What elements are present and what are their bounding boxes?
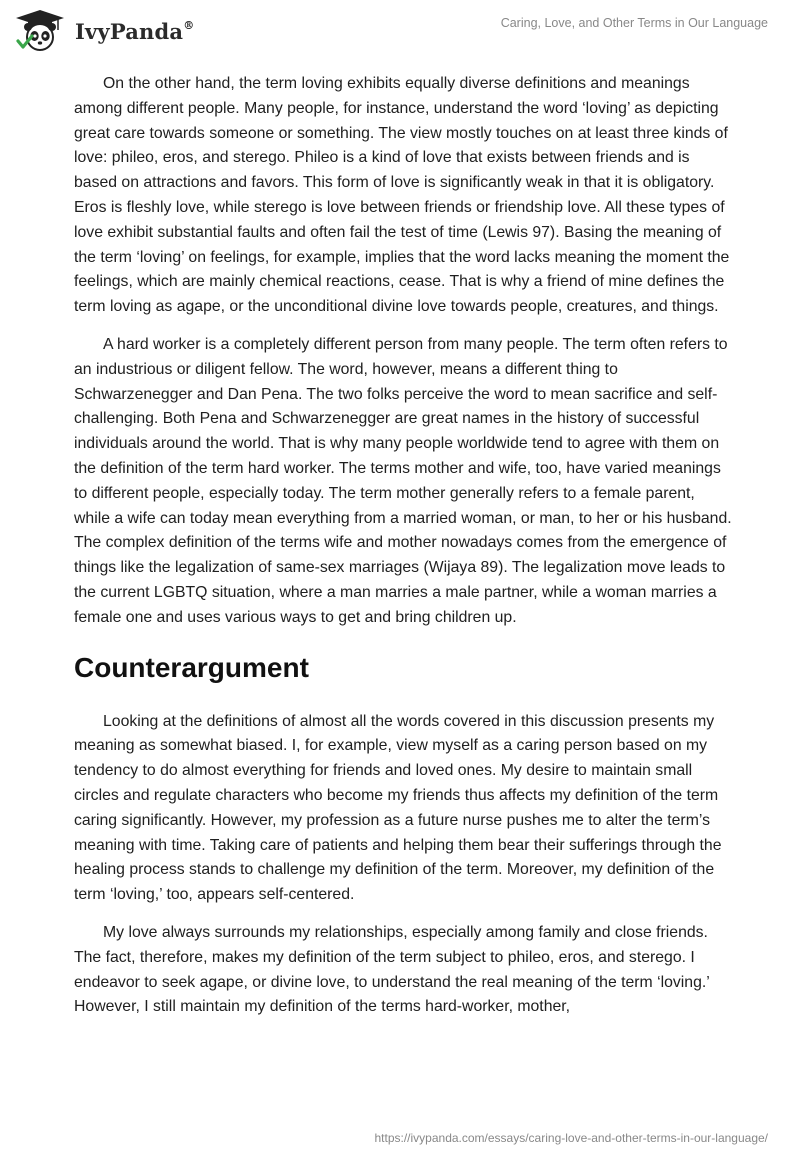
paragraph-bias: Looking at the definitions of almost all the words covered in this discussion presents my meaning as somewhat biased. I, for example, view myself as a caring person based on my tendency to do almost everything for friends and loved ones. My desire to maintain small circles and regulate characters who become my friends thus affects my definition of the term caring significantly. However, my profession as a future nurse pushes me to alter the term’s meaning with time. Taking care of patients and helping them bear their sufferings through the healing process stands to challenge my definition of the term. Moreover, my definition of the term ‘loving,’ too, appears self-centered. [74, 712, 722, 904]
essay-content [74, 72, 734, 1033]
brand-name[interactable] [75, 19, 194, 44]
source-url[interactable]: https://ivypanda.com/essays/caring-love-and-other-terms-in-our-language/ [374, 1131, 768, 1145]
paragraph-loving: On the other hand, the term loving exhibits equally diverse definitions and meanings among different people. Many people, for instance, understand the word ‘loving’ as depicting great care towards someone or something. The view mostly touches on at least three kinds of love: phileo, eros, and sterego. Phileo is a kind of love that exists between friends and is based on attractions and favors. This form of love is significantly weak in that it is obligatory. Eros is fleshly love, while sterego is love between friends or friendship love. All these types of love exhibit substantial faults and often fail the test of time (Lewis 97). Basing the meaning of the term ‘loving’ on feelings, for example, implies that the word lacks meaning the moment the feelings, which are mainly chemical reactions, cease. That is why a friend of mine defines the term loving as agape, or the unconditional divine love towards people, creatures, and things. [74, 75, 730, 316]
page-header [0, 0, 800, 60]
panda-graduate-icon[interactable] [14, 8, 66, 52]
document-title: Caring, Love, and Other Terms in Our Language [500, 16, 768, 30]
paragraph-hard-worker: A hard worker is a completely different person from many people. The term often refers to an industrious or diligent fellow. The word, however, means a different thing to Schwarzenegger and Dan Pena. The two folks perceive the word to mean sacrifice and self-challenging. Both Pena and Schwarzenegger are great names in the history of successful individuals around the world. That is why many people worldwide tend to agree with them on the definition of the term hard worker. The terms mother and wife, too, have varied meanings to different people, especially today. The term mother generally refers to a female parent, while a wife can today mean everything from a married woman, or man, to her or his husband. The complex definition of the terms wife and mother nowadays comes from the emergence of things like the legalization of same-sex marriages (Wijaya 89). The legalization move leads to the current LGBTQ situation, where a man marries a male partner, while a woman marries a female one and uses various ways to get and bring children up. [74, 335, 732, 626]
registered-mark: ® [183, 19, 195, 32]
section-heading-counterargument: Counterargument [74, 651, 309, 683]
brand-text: IvyPanda [75, 19, 184, 44]
paragraph-relationships: My love always surrounds my relationships, especially among family and close friends. The fact, therefore, makes my definition of the term subject to phileo, eros, and sterego. I endeavor to seek agape, or divine love, to understand the real meaning of the term ‘loving.’ However, I still maintain my definition of the terms hard-worker, mother, [74, 923, 710, 1016]
